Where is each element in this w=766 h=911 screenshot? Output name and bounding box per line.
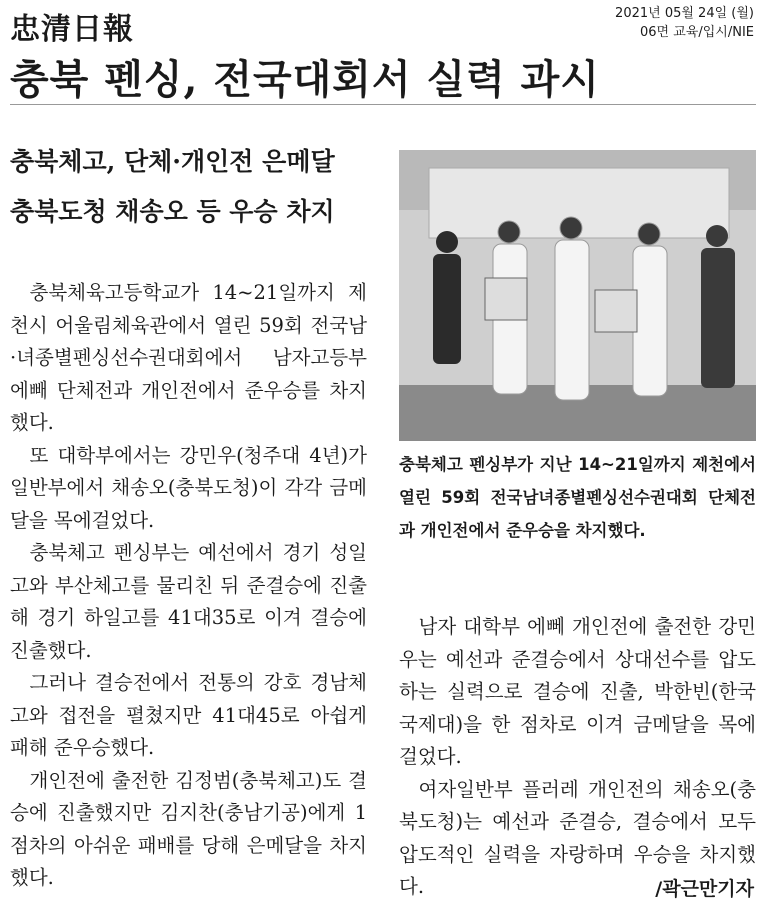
headline-divider: [10, 104, 756, 105]
body-paragraph: 그러나 결승전에서 전통의 강호 경남체고와 접전을 펼쳤지만 41대45로 아쉽게 패해 준우승했다.: [10, 671, 367, 759]
issue-date: 2021년 05월 24일 (월): [615, 6, 754, 21]
body-paragraph: 개인전에 출전한 김정범(충북체고)도 결승에 진출했지만 김지찬(충남기공)에게 1점차의 아쉬운 패배를 당해 은메달을 차지했다.: [10, 768, 367, 889]
newspaper-masthead: 忠清日報: [10, 12, 134, 47]
body-paragraph: 충북체고 펜싱부는 예선에서 경기 성일고와 부산체고를 물리친 뒤 준결승에 진출해 경기 하일고를 41대35로 이겨 결승에 진출했다.: [10, 541, 367, 662]
article-body-right: [399, 611, 756, 904]
body-paragraph: 충북체육고등학교가 14~21일까지 제천시 어울림체육관에서 열린 59회 전국남·녀종별펜싱선수권대회에서 남자고등부 에빼 단체전과 개인전에서 준우승를 차지했다.: [10, 281, 367, 434]
body-paragraph: 남자 대학부 에뻬 개인전에 출전한 강민우는 예선과 준결승에서 상대선수를 압도하는 실력으로 결승에 진출, 박한빈(한국국제대)을 한 점차로 이겨 금메달을 목에 걸었다.: [399, 615, 756, 768]
group-photo-icon: [399, 150, 756, 441]
issue-meta: [615, 4, 754, 42]
reporter-byline: /곽근만기자: [655, 878, 754, 900]
body-paragraph: 또 대학부에서는 강민우(청주대 4년)가 일반부에서 채송오(충북도청)이 각각 금메달을 목에걸었다.: [10, 443, 367, 532]
subheadline-1: 충북체고, 단체·개인전 은메달: [10, 147, 335, 176]
body-paragraph: 여자일반부 플러레 개인전의 채송오(충북도청)는 예선과 준결승, 결승에서 모두 압도적인 실력을 자랑하며 우승을 차지했다.: [399, 777, 756, 898]
article-headline: 충북 펜싱, 전국대회서 실력 과시: [10, 56, 600, 103]
subheadline-2: 충북도청 채송오 등 우승 차지: [10, 197, 335, 226]
article-body-left: [10, 277, 367, 895]
team-photo: [399, 150, 756, 441]
photo-caption: 충북체고 펜싱부가 지난 14~21일까지 제천에서 열린 59회 전국남녀종별펜싱선수권대회 단체전과 개인전에서 준우승을 차지했다.: [399, 455, 756, 540]
page-section: 06면 교육/입시/NIE: [640, 25, 754, 40]
subheadlines: [10, 148, 335, 248]
